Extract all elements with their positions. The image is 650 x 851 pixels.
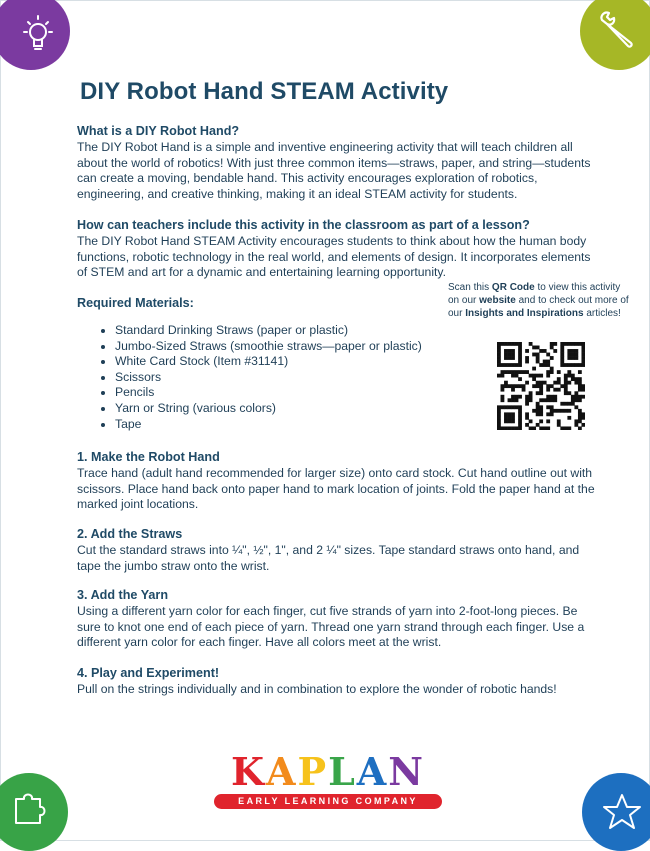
star-icon: [582, 773, 650, 851]
materials-heading: Required Materials:: [77, 296, 194, 310]
step-1-body: Trace hand (adult hand recommended for larger size) onto card stock. Cut hand outline out with scissors. Place hand back onto paper hand to mark location of joints. Fold the paper hand at the marked joint locations.: [77, 465, 595, 512]
logo-letter: N: [388, 749, 426, 794]
corner-badge-top-left: [0, 0, 70, 70]
material-item: • Pencils: [115, 385, 422, 401]
logo-letter: A: [356, 749, 389, 794]
step-4-heading: 4. Play and Experiment!: [77, 666, 220, 680]
step-4-body: Pull on the strings individually and in combination to explore the wonder of robotic hands!: [77, 681, 557, 696]
corner-badge-top-right: [580, 0, 650, 70]
section-how: [77, 218, 597, 281]
wrench-icon: [580, 0, 650, 70]
lightbulb-icon: [0, 0, 70, 70]
material-item: • Tape: [115, 417, 422, 433]
step-2: [77, 527, 597, 574]
section-how-heading: How can teachers include this activity in the classroom as part of a lesson?: [77, 218, 530, 232]
insights-label: Insights and Inspirations: [465, 308, 584, 319]
website-label: website: [479, 295, 516, 306]
material-item: • Yarn or String (various colors): [115, 401, 422, 417]
step-1-heading: 1. Make the Robot Hand: [77, 450, 220, 464]
corner-badge-bottom-left: [0, 773, 68, 851]
step-3-heading: 3. Add the Yarn: [77, 588, 169, 602]
step-1: [77, 450, 597, 513]
step-3: [77, 588, 597, 651]
step-2-heading: 2. Add the Straws: [77, 527, 183, 541]
corner-badge-bottom-right: [582, 773, 650, 851]
logo-wordmark: [212, 749, 444, 794]
section-what: [77, 124, 597, 203]
logo-letter: L: [328, 749, 357, 794]
logo-letter: P: [297, 749, 329, 794]
step-4: [77, 666, 597, 698]
logo-letter: K: [230, 749, 267, 794]
logo-tagline: EARLY LEARNING COMPANY: [214, 794, 442, 809]
section-how-body: The DIY Robot Hand STEAM Activity encourages students to think about how the human body functions, robotic technology in the real world, and elements of design. It incorporates elements of STEM and art for a dynamic and entertaining learning opportunity.: [77, 233, 591, 280]
puzzle-piece-icon: [0, 773, 68, 851]
material-item: • White Card Stock (Item #31141): [115, 354, 422, 370]
material-item: • Jumbo-Sized Straws (smoothie straws—paper or plastic): [115, 339, 422, 355]
step-3-body: Using a different yarn color for each finger, cut five strands of yarn into 2-foot-long pieces. Be sure to knot one end of each piece of yarn. Thread one yarn strand through each finger. Use a different yarn color for each finger. Have all colors meet at the wrist.: [77, 603, 585, 650]
material-item: • Standard Drinking Straws (paper or plastic): [115, 323, 422, 339]
qr-note: Scan this QR Code to view this activity on our website and to check out more of our Insights and Inspirations articles!: [448, 282, 629, 319]
materials-list: [95, 323, 422, 432]
kaplan-logo: [212, 749, 444, 809]
qr-code[interactable]: [497, 342, 585, 430]
material-item: • Scissors: [115, 370, 422, 386]
page-title: DIY Robot Hand STEAM Activity: [80, 78, 449, 105]
section-what-heading: What is a DIY Robot Hand?: [77, 124, 240, 138]
qr-code-label: QR Code: [491, 282, 535, 293]
logo-letter: A: [266, 749, 298, 794]
section-what-body: The DIY Robot Hand is a simple and inventive engineering activity that will teach children all about the world of robotics! With just three common items—straws, paper, and string—students can create a moving, bendable hand. This activity encourages exploration of robotics, engineering, and creative thinking, making it an ideal STEAM activity for students.: [77, 139, 591, 202]
step-2-body: Cut the standard straws into ¼", ½", 1", and 2 ¼" sizes. Tape standard straws onto hand, and tape the jumbo straw onto the wrist.: [77, 542, 580, 573]
